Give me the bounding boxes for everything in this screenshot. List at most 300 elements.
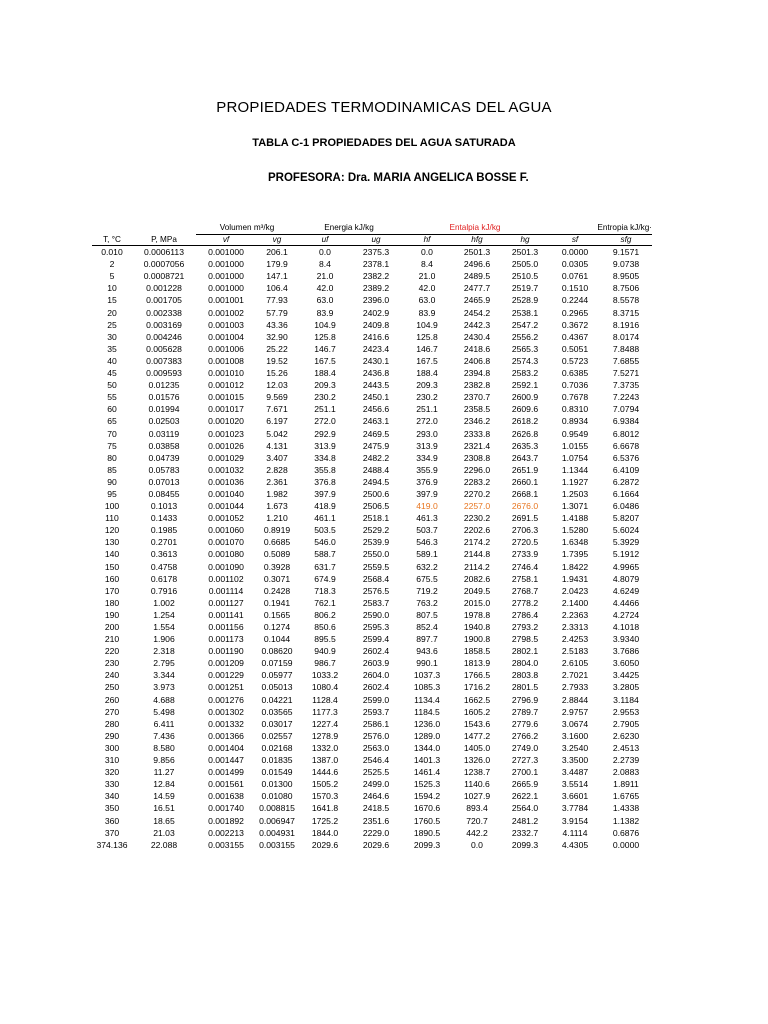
- cell-vg: 0.03565: [261, 706, 293, 717]
- cell-vf: 0.001141: [208, 609, 244, 620]
- cell-hg: 2651.9: [511, 464, 539, 475]
- cell-hfg: 1940.8: [463, 622, 491, 632]
- cell-uf: 272.0: [314, 416, 336, 427]
- cell-sfg: 7.2243: [612, 392, 640, 403]
- cell-hfg: 1716.2: [463, 682, 491, 693]
- cell-pressure: 0.1985: [150, 525, 178, 536]
- cell-ug: 2402.9: [362, 307, 390, 318]
- cell-vf: 0.001561: [208, 779, 244, 790]
- cell-temperature: 30: [107, 331, 117, 342]
- cell-uf: 1128.4: [312, 694, 338, 705]
- cell-pressure: 1.906: [153, 634, 175, 645]
- cell-sfg: 3.7686: [612, 646, 640, 657]
- cell-sfg: 8.7506: [612, 283, 640, 294]
- cell-sfg: 5.1912: [612, 549, 640, 560]
- cell-temperature: 70: [107, 428, 117, 439]
- group-header-row: [92, 222, 652, 235]
- cell-hg: 2481.2: [511, 815, 539, 826]
- cell-temperature: 190: [104, 609, 120, 620]
- cell-temperature: 170: [104, 585, 120, 596]
- cell-sfg: 5.6024: [612, 525, 640, 536]
- cell-uf: 334.8: [314, 452, 336, 463]
- cell-temperature: 340: [104, 791, 120, 802]
- cell-ug: 2568.4: [362, 573, 390, 584]
- table-row: [92, 621, 652, 633]
- cell-temperature: 140: [104, 549, 120, 560]
- cell-hf: 272.0: [416, 416, 438, 427]
- cell-uf: 1227.4: [311, 718, 339, 729]
- cell-vf: 0.001302: [208, 706, 244, 717]
- cell-hf: 334.9: [416, 452, 438, 463]
- table-row: [92, 488, 652, 500]
- cell-sf: 1.7395: [561, 549, 589, 560]
- cell-sfg: 3.6050: [612, 658, 640, 669]
- cell-sf: 1.9431: [561, 573, 589, 584]
- cell-sf: 4.4305: [561, 839, 589, 850]
- cell-uf: 376.8: [314, 476, 336, 487]
- cell-temperature: 320: [104, 767, 120, 778]
- table-row: [92, 561, 652, 573]
- cell-uf: 104.9: [314, 319, 336, 330]
- cell-pressure: 0.07013: [148, 476, 180, 487]
- cell-hfg: 2114.2: [464, 561, 490, 572]
- cell-sfg: 3.4425: [612, 670, 640, 681]
- cell-pressure: 0.009593: [146, 368, 182, 379]
- table-row: [92, 440, 652, 452]
- cell-hf: 42.0: [418, 283, 436, 294]
- cell-sf: 2.7021: [561, 670, 589, 681]
- cell-pressure: 14.59: [153, 791, 175, 802]
- cell-hfg: 2202.6: [463, 525, 491, 536]
- cell-vg: 15.26: [266, 368, 288, 379]
- cell-uf: 718.3: [314, 585, 336, 596]
- cell-pressure: 0.05783: [148, 464, 180, 475]
- cell-uf: 546.0: [314, 537, 336, 548]
- cell-hg: 2746.4: [511, 561, 539, 572]
- cell-sf: 3.7784: [561, 803, 589, 814]
- cell-hfg: 442.2: [466, 827, 488, 838]
- cell-vg: 0.003155: [259, 839, 295, 850]
- cell-ug: 2546.4: [362, 755, 390, 766]
- cell-pressure: 1.254: [153, 609, 175, 620]
- table-row: [92, 706, 652, 718]
- cell-temperature: 374.136: [96, 839, 128, 850]
- cell-hf: 376.9: [416, 476, 438, 487]
- cell-sf: 0.1510: [561, 283, 589, 294]
- cell-hg: 2691.5: [511, 513, 539, 524]
- cell-uf: 188.4: [314, 368, 336, 379]
- cell-hf: 209.3: [416, 380, 438, 391]
- cell-temperature: 300: [104, 742, 120, 753]
- cell-sfg: 0.6876: [612, 827, 640, 838]
- cell-vg: 0.02557: [261, 730, 293, 741]
- cell-hf: 1760.5: [413, 815, 441, 826]
- table-row: [92, 548, 652, 560]
- cell-ug: 2430.1: [362, 355, 390, 366]
- cell-temperature: 2: [109, 259, 115, 270]
- cell-vg: 32.90: [266, 331, 288, 342]
- cell-temperature: 370: [104, 827, 120, 838]
- cell-sf: 2.0423: [561, 585, 589, 596]
- table-row: [92, 609, 652, 621]
- table-row: [92, 742, 652, 754]
- cell-hfg: 1543.6: [463, 718, 491, 729]
- cell-hg: 2609.6: [511, 404, 539, 415]
- cell-uf: 125.8: [314, 331, 336, 342]
- col-header-pressure: P, MPa: [132, 235, 196, 246]
- cell-uf: 940.9: [314, 646, 336, 657]
- cell-hf: 125.8: [416, 331, 438, 342]
- cell-hfg: 2477.7: [463, 283, 491, 294]
- cell-hg: 2733.9: [511, 549, 539, 560]
- cell-hf: 293.0: [416, 428, 438, 439]
- cell-ug: 2602.4: [362, 682, 390, 693]
- entropy-group-header: Entropia kJ/kg·: [550, 222, 652, 235]
- cell-hfg: 2430.4: [463, 331, 491, 342]
- cell-vf: 0.001156: [208, 622, 244, 632]
- cell-temperature: 260: [104, 694, 120, 705]
- cell-hfg: 1477.2: [463, 730, 491, 741]
- cell-hf: 397.9: [416, 488, 438, 499]
- cell-temperature: 20: [107, 307, 117, 318]
- cell-vg: 0.004931: [259, 827, 295, 838]
- cell-vf: 0.001044: [208, 501, 244, 512]
- cell-uf: 1177.3: [312, 706, 338, 717]
- cell-hfg: 1238.7: [463, 767, 491, 778]
- table-row: [92, 536, 652, 548]
- cell-hg: 2798.5: [511, 634, 539, 645]
- cell-hg: 2720.5: [511, 537, 539, 548]
- cell-sf: 0.0305: [561, 259, 589, 270]
- cell-temperature: 45: [107, 368, 117, 379]
- cell-hf: 1184.5: [414, 706, 440, 717]
- cell-vg: 25.22: [266, 343, 288, 354]
- cell-temperature: 160: [104, 573, 120, 584]
- cell-hfg: 2442.3: [463, 319, 491, 330]
- cell-ug: 2375.3: [362, 247, 390, 258]
- cell-pressure: 9.856: [153, 755, 175, 766]
- cell-vf: 0.001052: [208, 513, 244, 524]
- cell-hg: 2618.2: [511, 416, 539, 427]
- cell-vf: 0.001001: [208, 295, 244, 306]
- cell-vg: 0.05013: [261, 682, 293, 693]
- table-row: [92, 500, 652, 512]
- cell-vg: 19.52: [266, 355, 288, 366]
- cell-uf: 1332.0: [311, 742, 339, 753]
- cell-hf: 943.6: [416, 646, 438, 657]
- table-row: [92, 307, 652, 319]
- cell-hfg: 2454.2: [463, 307, 491, 318]
- cell-vg: 1.982: [266, 488, 288, 499]
- cell-sf: 2.5183: [561, 646, 589, 657]
- cell-ug: 2550.0: [362, 549, 390, 560]
- cell-vf: 0.001229: [208, 670, 244, 681]
- cell-vf: 0.001029: [208, 452, 244, 463]
- cell-uf: 1387.0: [311, 755, 339, 766]
- cell-hg: 2556.2: [511, 331, 539, 342]
- cell-sf: 2.3313: [561, 622, 589, 632]
- cell-vf: 0.001251: [208, 682, 244, 693]
- cell-hfg: 0.0: [471, 839, 483, 850]
- cell-pressure: 0.002338: [146, 307, 182, 318]
- cell-sfg: 2.4513: [612, 742, 640, 753]
- cell-uf: 1278.9: [311, 730, 339, 741]
- cell-vf: 0.001010: [208, 368, 244, 379]
- table-row: [92, 367, 652, 379]
- cell-sf: 2.9757: [561, 706, 589, 717]
- cell-temperature: 95: [107, 488, 117, 499]
- cell-uf: 397.9: [314, 488, 336, 499]
- cell-hg: 2749.0: [511, 742, 539, 753]
- cell-uf: 146.7: [314, 343, 336, 354]
- cell-pressure: 1.554: [153, 622, 175, 632]
- cell-temperature: 310: [104, 755, 120, 766]
- cell-hfg: 893.4: [466, 803, 488, 814]
- cell-vg: 2.828: [266, 464, 288, 475]
- table-row: [92, 246, 652, 259]
- cell-ug: 2494.5: [362, 476, 390, 487]
- cell-pressure: 8.580: [153, 742, 175, 753]
- cell-hfg: 2230.2: [463, 513, 491, 524]
- cell-hfg: 1978.8: [463, 609, 491, 620]
- cell-pressure: 0.4758: [150, 561, 178, 572]
- cell-sfg: 6.8012: [612, 428, 640, 439]
- table-row: [92, 319, 652, 331]
- cell-hfg: 2333.8: [463, 428, 491, 439]
- cell-hg: 2660.1: [511, 476, 539, 487]
- cell-vg: 0.1274: [263, 622, 291, 632]
- cell-vf: 0.001209: [208, 658, 244, 669]
- cell-uf: 418.9: [314, 501, 336, 512]
- cell-temperature: 90: [107, 476, 117, 487]
- cell-vf: 0.003155: [208, 839, 244, 850]
- cell-sfg: 7.3735: [612, 380, 640, 391]
- cell-hg: 2801.5: [511, 682, 539, 693]
- cell-temperature: 35: [107, 343, 117, 354]
- cell-temperature: 350: [104, 803, 120, 814]
- cell-ug: 2602.4: [362, 646, 390, 657]
- cell-sf: 2.8844: [561, 694, 589, 705]
- cell-ug: 2518.1: [362, 513, 390, 524]
- cell-vf: 0.001190: [208, 646, 244, 657]
- cell-uf: 355.8: [314, 464, 336, 475]
- cell-hf: 21.0: [418, 271, 436, 282]
- col-header-hfg: hfg: [454, 235, 500, 246]
- cell-sf: 0.4367: [561, 331, 589, 342]
- cell-hfg: 2465.9: [463, 295, 491, 306]
- cell-vf: 0.001000: [208, 271, 244, 282]
- cell-sfg: 6.0486: [612, 501, 640, 512]
- cell-sf: 4.1114: [562, 827, 588, 838]
- cell-sfg: 4.6249: [612, 585, 640, 596]
- cell-sf: 0.6385: [561, 368, 589, 379]
- cell-uf: 8.4: [319, 259, 331, 270]
- cell-vg: 1.210: [266, 513, 288, 524]
- table-row: [92, 512, 652, 524]
- cell-sf: 1.2503: [561, 488, 589, 499]
- cell-sfg: 5.3929: [612, 537, 640, 548]
- cell-sfg: 3.2805: [612, 682, 640, 693]
- cell-vf: 0.001447: [208, 755, 244, 766]
- cell-hf: 167.5: [416, 355, 438, 366]
- cell-sfg: 9.1571: [612, 247, 640, 258]
- cell-hf: 1401.3: [413, 755, 441, 766]
- table-row: [92, 815, 652, 827]
- cell-temperature: 290: [104, 730, 120, 741]
- cell-hfg: 2144.8: [463, 549, 491, 560]
- cell-hf: 313.9: [416, 440, 438, 451]
- cell-sf: 3.1600: [561, 730, 589, 741]
- cell-sf: 1.4188: [561, 513, 589, 524]
- cell-ug: 2378.1: [362, 259, 390, 270]
- cell-temperature: 200: [104, 622, 120, 632]
- cell-vf: 0.001173: [208, 634, 244, 645]
- cell-sfg: 1.4338: [612, 803, 640, 814]
- cell-uf: 631.7: [314, 561, 336, 572]
- cell-hfg: 1858.5: [463, 646, 491, 657]
- cell-sf: 0.0000: [561, 247, 589, 258]
- cell-hg: 2574.3: [511, 355, 539, 366]
- cell-hf: 632.2: [416, 561, 438, 572]
- cell-hg: 2766.2: [511, 730, 539, 741]
- cell-hfg: 1766.5: [463, 670, 491, 681]
- cell-hfg: 2382.8: [463, 380, 491, 391]
- cell-hf: 546.3: [416, 537, 438, 548]
- cell-ug: 2576.5: [362, 585, 390, 596]
- cell-uf: 762.1: [314, 597, 336, 608]
- cell-pressure: 0.1433: [150, 513, 178, 524]
- cell-hf: 897.7: [416, 634, 438, 645]
- cell-sfg: 7.8488: [612, 343, 640, 354]
- cell-hg: 2643.7: [511, 452, 539, 463]
- cell-sf: 2.2363: [561, 609, 589, 620]
- cell-hg: 2706.3: [511, 525, 539, 536]
- table-row: [92, 355, 652, 367]
- cell-vg: 6.197: [266, 416, 288, 427]
- cell-temperature: 110: [105, 513, 119, 524]
- cell-temperature: 80: [107, 452, 117, 463]
- table-subtitle: TABLA C-1 PROPIEDADES DEL AGUA SATURADA: [252, 137, 516, 149]
- cell-vg: 43.36: [266, 319, 288, 330]
- cell-temperature: 55: [107, 392, 117, 403]
- cell-hg: 2626.8: [511, 428, 539, 439]
- cell-vg: 57.79: [266, 307, 288, 318]
- cell-vg: 0.2428: [263, 585, 291, 596]
- cell-sfg: 0.0000: [612, 839, 640, 850]
- cell-ug: 2559.5: [362, 561, 390, 572]
- cell-hf: 461.3: [416, 513, 438, 524]
- table-row: [92, 754, 652, 766]
- cell-vg: 2.361: [266, 476, 288, 487]
- cell-vg: 0.04221: [261, 694, 293, 705]
- cell-ug: 2499.0: [362, 779, 390, 790]
- cell-temperature: 150: [104, 561, 120, 572]
- cell-hfg: 1405.0: [463, 742, 491, 753]
- cell-hf: 63.0: [418, 295, 436, 306]
- cell-hfg: 1813.9: [463, 658, 491, 669]
- cell-hfg: 1662.5: [463, 694, 491, 705]
- cell-sf: 2.7933: [561, 682, 589, 693]
- cell-vf: 0.001892: [208, 815, 244, 826]
- cell-ug: 2382.2: [362, 271, 390, 282]
- cell-temperature: 220: [104, 646, 120, 657]
- cell-hg: 2332.7: [511, 827, 539, 838]
- cell-uf: 1570.3: [311, 791, 339, 802]
- cell-ug: 2463.1: [362, 416, 390, 427]
- cell-sfg: 9.0738: [612, 259, 640, 270]
- col-header-hg: hg: [500, 235, 550, 246]
- cell-ug: 2583.7: [362, 597, 390, 608]
- cell-hg: 2758.1: [511, 573, 539, 584]
- cell-vg: 0.8919: [263, 525, 291, 536]
- cell-ug: 2416.6: [362, 331, 390, 342]
- cell-hfg: 2394.8: [463, 368, 491, 379]
- cell-sfg: 2.0883: [612, 767, 640, 778]
- cell-ug: 2599.4: [362, 634, 390, 645]
- cell-hfg: 2346.2: [463, 416, 491, 427]
- cell-vf: 0.001090: [208, 561, 244, 572]
- cell-temperature: 75: [107, 440, 117, 451]
- cell-hf: 763.2: [416, 597, 438, 608]
- cell-vg: 0.3071: [263, 573, 291, 584]
- col-header-uf: uf: [298, 235, 352, 246]
- cell-ug: 2488.4: [362, 464, 390, 475]
- cell-temperature: 330: [104, 779, 120, 790]
- cell-uf: 292.9: [314, 428, 336, 439]
- cell-sfg: 8.5578: [612, 295, 640, 306]
- cell-sfg: 4.9965: [612, 561, 640, 572]
- cell-sfg: 2.7905: [612, 718, 640, 729]
- cell-pressure: 1.002: [153, 597, 175, 608]
- cell-sf: 1.8422: [561, 561, 589, 572]
- cell-vg: 12.03: [266, 380, 288, 391]
- col-header-vg: vg: [256, 235, 298, 246]
- cell-temperature: 100: [104, 501, 120, 512]
- cell-vf: 0.001060: [208, 525, 244, 536]
- cell-hg: 2665.9: [511, 779, 539, 790]
- cell-hg: 2700.1: [511, 767, 539, 778]
- cell-ug: 2576.0: [362, 730, 390, 741]
- cell-sfg: 8.1916: [612, 319, 640, 330]
- cell-sf: 3.2540: [561, 742, 589, 753]
- cell-hf: 1289.0: [413, 730, 441, 741]
- cell-sfg: 2.2739: [612, 755, 640, 766]
- cell-sf: 0.9549: [561, 428, 589, 439]
- cell-pressure: 4.688: [153, 694, 175, 705]
- cell-sfg: 6.9384: [612, 416, 640, 427]
- cell-sf: 3.6601: [561, 791, 589, 802]
- cell-uf: 21.0: [316, 271, 334, 282]
- cell-sfg: 1.8911: [613, 779, 639, 790]
- cell-vg: 3.407: [266, 452, 288, 463]
- cell-vf: 0.001003: [208, 319, 244, 330]
- cell-temperature: 0.010: [101, 247, 123, 258]
- cell-sf: 3.9154: [561, 815, 589, 826]
- cell-ug: 2590.0: [362, 609, 390, 620]
- table-row: [92, 839, 652, 851]
- cell-vf: 0.001040: [208, 488, 244, 499]
- cell-ug: 2599.0: [362, 694, 390, 705]
- cell-ug: 2351.6: [362, 815, 390, 826]
- cell-vg: 0.008815: [259, 803, 295, 814]
- cell-temperature: 50: [107, 380, 117, 391]
- cell-vf: 0.001276: [208, 694, 244, 705]
- cell-vg: 77.93: [266, 295, 288, 306]
- cell-vf: 0.001070: [208, 537, 244, 548]
- col-header-sf: sf: [550, 235, 600, 246]
- col-header-hf: hf: [400, 235, 454, 246]
- cell-hg: 2583.2: [511, 368, 539, 379]
